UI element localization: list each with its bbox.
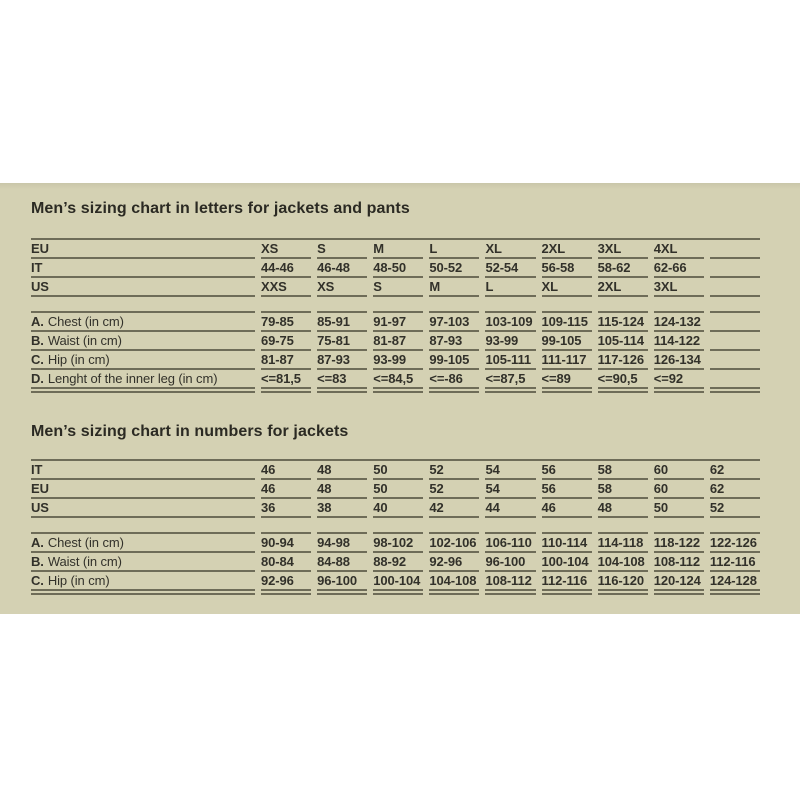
size-value-cell: 62 bbox=[710, 480, 760, 499]
size-value-cell: 3XL bbox=[654, 278, 704, 297]
table-section-gap bbox=[31, 518, 760, 532]
size-system-label-cell: IT bbox=[31, 259, 255, 278]
measurement-value-cell: 94-98 bbox=[317, 534, 367, 553]
size-value-cell: S bbox=[317, 240, 367, 259]
measurement-value-cell bbox=[710, 351, 760, 370]
measurement-value-cell: 81-87 bbox=[261, 351, 311, 370]
size-value-cell bbox=[710, 259, 760, 278]
letters-sizing-section bbox=[31, 183, 760, 393]
size-value-cell: 52 bbox=[429, 461, 479, 480]
size-value-cell: 60 bbox=[654, 461, 704, 480]
numbers-sizing-section bbox=[31, 393, 760, 595]
measurement-value-cell: 90-94 bbox=[261, 534, 311, 553]
size-value-cell: M bbox=[373, 240, 423, 259]
measurement-value-cell: 93-99 bbox=[485, 332, 535, 351]
numbers-sizing-title: Men’s sizing chart in numbers for jackets bbox=[31, 423, 349, 440]
measurement-value-cell: <=89 bbox=[542, 370, 592, 389]
size-value-cell: XS bbox=[261, 240, 311, 259]
measurement-value-cell: 96-100 bbox=[317, 572, 367, 591]
size-value-cell: 46-48 bbox=[317, 259, 367, 278]
table-bottom-rule bbox=[598, 389, 648, 393]
measurement-value-cell: 91-97 bbox=[373, 313, 423, 332]
table-bottom-rule bbox=[542, 591, 592, 595]
measurement-prefix: B. bbox=[31, 554, 44, 569]
size-value-cell: 4XL bbox=[654, 240, 704, 259]
measurement-label-cell bbox=[31, 351, 255, 370]
measurement-value-cell: 79-85 bbox=[261, 313, 311, 332]
measurement-label-cell bbox=[31, 553, 255, 572]
measurement-value-cell: 124-128 bbox=[710, 572, 760, 591]
measurement-prefix: D. bbox=[31, 371, 44, 386]
measurement-label-cell bbox=[31, 313, 255, 332]
measurement-value-cell: 100-104 bbox=[542, 553, 592, 572]
measurement-value-cell: 92-96 bbox=[429, 553, 479, 572]
size-value-cell: 56 bbox=[542, 461, 592, 480]
measurement-value-cell: 87-93 bbox=[317, 351, 367, 370]
table-bottom-rule bbox=[485, 591, 535, 595]
size-value-cell: XXS bbox=[261, 278, 311, 297]
measurement-value-cell: 93-99 bbox=[373, 351, 423, 370]
size-value-cell: 50 bbox=[654, 499, 704, 518]
measurement-value-cell: 109-115 bbox=[542, 313, 592, 332]
size-value-cell: S bbox=[373, 278, 423, 297]
measurement-value-cell: 112-116 bbox=[542, 572, 592, 591]
measurement-value-cell: 102-106 bbox=[429, 534, 479, 553]
table-bottom-rule bbox=[542, 389, 592, 393]
size-value-cell: 62 bbox=[710, 461, 760, 480]
size-value-cell: 58 bbox=[598, 480, 648, 499]
table-bottom-rule bbox=[261, 591, 311, 595]
measurement-value-cell bbox=[710, 332, 760, 351]
measurement-prefix: B. bbox=[31, 333, 44, 348]
size-value-cell: 52-54 bbox=[485, 259, 535, 278]
measurement-value-cell: <=87,5 bbox=[485, 370, 535, 389]
measurement-value-cell: 115-124 bbox=[598, 313, 648, 332]
measurement-value-cell: 104-108 bbox=[429, 572, 479, 591]
table-bottom-rule bbox=[485, 389, 535, 393]
size-system-label-cell: EU bbox=[31, 240, 255, 259]
size-value-cell: XS bbox=[317, 278, 367, 297]
measurement-value-cell: <=84,5 bbox=[373, 370, 423, 389]
size-value-cell: 38 bbox=[317, 499, 367, 518]
measurement-label: Chest (in cm) bbox=[47, 535, 124, 550]
measurement-value-cell: 116-120 bbox=[598, 572, 648, 591]
table-bottom-rule bbox=[261, 389, 311, 393]
measurement-value-cell: 112-116 bbox=[710, 553, 760, 572]
measurement-value-cell: 124-132 bbox=[654, 313, 704, 332]
measurement-value-cell: 105-114 bbox=[598, 332, 648, 351]
size-value-cell: 62-66 bbox=[654, 259, 704, 278]
measurement-label: Hip (in cm) bbox=[47, 352, 110, 367]
measurement-value-cell: 117-126 bbox=[598, 351, 648, 370]
size-value-cell: 50-52 bbox=[429, 259, 479, 278]
table-bottom-rule bbox=[654, 591, 704, 595]
size-value-cell: 60 bbox=[654, 480, 704, 499]
measurement-value-cell: 126-134 bbox=[654, 351, 704, 370]
measurement-value-cell: 100-104 bbox=[373, 572, 423, 591]
size-value-cell: 44 bbox=[485, 499, 535, 518]
table-bottom-rule bbox=[710, 591, 760, 595]
size-value-cell: 3XL bbox=[598, 240, 648, 259]
measurement-label: Chest (in cm) bbox=[47, 314, 124, 329]
size-value-cell: 46 bbox=[261, 461, 311, 480]
measurement-value-cell: 108-112 bbox=[485, 572, 535, 591]
measurement-value-cell bbox=[710, 370, 760, 389]
measurement-value-cell: 106-110 bbox=[485, 534, 535, 553]
measurement-label-cell bbox=[31, 534, 255, 553]
size-value-cell: 54 bbox=[485, 461, 535, 480]
size-value-cell: XL bbox=[542, 278, 592, 297]
size-value-cell: 52 bbox=[429, 480, 479, 499]
measurement-label-cell bbox=[31, 332, 255, 351]
size-value-cell: 44-46 bbox=[261, 259, 311, 278]
measurement-value-cell: 75-81 bbox=[317, 332, 367, 351]
measurement-label: Waist (in cm) bbox=[47, 333, 122, 348]
measurement-value-cell: <=83 bbox=[317, 370, 367, 389]
size-value-cell: 56 bbox=[542, 480, 592, 499]
measurement-value-cell: <=-86 bbox=[429, 370, 479, 389]
size-value-cell: 54 bbox=[485, 480, 535, 499]
table-bottom-rule bbox=[373, 591, 423, 595]
measurement-value-cell: 98-102 bbox=[373, 534, 423, 553]
size-value-cell: 46 bbox=[542, 499, 592, 518]
measurement-prefix: C. bbox=[31, 573, 44, 588]
letters-sizing-table bbox=[31, 238, 760, 393]
measurement-value-cell: 114-118 bbox=[598, 534, 648, 553]
table-bottom-rule bbox=[31, 591, 255, 595]
size-value-cell: 58-62 bbox=[598, 259, 648, 278]
size-value-cell: L bbox=[485, 278, 535, 297]
numbers-sizing-table bbox=[31, 459, 760, 595]
size-value-cell: 36 bbox=[261, 499, 311, 518]
table-bottom-rule bbox=[317, 591, 367, 595]
measurement-value-cell: 85-91 bbox=[317, 313, 367, 332]
measurement-value-cell: 87-93 bbox=[429, 332, 479, 351]
table-bottom-rule bbox=[317, 389, 367, 393]
size-value-cell: 48 bbox=[317, 480, 367, 499]
measurement-value-cell: 92-96 bbox=[261, 572, 311, 591]
size-system-label-cell: IT bbox=[31, 461, 255, 480]
measurement-value-cell: 108-112 bbox=[654, 553, 704, 572]
measurement-value-cell: 99-105 bbox=[429, 351, 479, 370]
measurement-value-cell: <=81,5 bbox=[261, 370, 311, 389]
measurement-value-cell: 114-122 bbox=[654, 332, 704, 351]
measurement-label-cell bbox=[31, 572, 255, 591]
measurement-prefix: A. bbox=[31, 314, 44, 329]
size-value-cell: 50 bbox=[373, 480, 423, 499]
measurement-value-cell: 96-100 bbox=[485, 553, 535, 572]
size-system-label-cell: EU bbox=[31, 480, 255, 499]
measurement-value-cell: 81-87 bbox=[373, 332, 423, 351]
letters-sizing-title: Men’s sizing chart in letters for jackets and pants bbox=[31, 200, 410, 217]
table-bottom-rule bbox=[598, 591, 648, 595]
table-bottom-rule bbox=[654, 389, 704, 393]
measurement-value-cell: 110-114 bbox=[542, 534, 592, 553]
size-value-cell: 48 bbox=[317, 461, 367, 480]
size-value-cell bbox=[710, 240, 760, 259]
table-bottom-rule bbox=[710, 389, 760, 393]
size-value-cell: 2XL bbox=[542, 240, 592, 259]
size-value-cell: L bbox=[429, 240, 479, 259]
measurement-value-cell: 80-84 bbox=[261, 553, 311, 572]
table-bottom-rule bbox=[429, 591, 479, 595]
table-section-gap bbox=[31, 297, 760, 311]
table-bottom-rule bbox=[31, 389, 255, 393]
size-value-cell: M bbox=[429, 278, 479, 297]
size-value-cell bbox=[710, 278, 760, 297]
measurement-label: Waist (in cm) bbox=[47, 554, 122, 569]
measurement-value-cell: <=90,5 bbox=[598, 370, 648, 389]
sizing-chart-content bbox=[31, 183, 760, 595]
size-value-cell: XL bbox=[485, 240, 535, 259]
measurement-value-cell: 111-117 bbox=[542, 351, 592, 370]
measurement-value-cell: 120-124 bbox=[654, 572, 704, 591]
measurement-label: Lenght of the inner leg (in cm) bbox=[47, 371, 218, 386]
measurement-value-cell: 122-126 bbox=[710, 534, 760, 553]
measurement-value-cell: 69-75 bbox=[261, 332, 311, 351]
size-system-label-cell: US bbox=[31, 278, 255, 297]
sizing-chart-panel bbox=[0, 183, 800, 614]
size-value-cell: 46 bbox=[261, 480, 311, 499]
measurement-value-cell: 99-105 bbox=[542, 332, 592, 351]
size-value-cell: 58 bbox=[598, 461, 648, 480]
measurement-prefix: C. bbox=[31, 352, 44, 367]
measurement-label: Hip (in cm) bbox=[47, 573, 110, 588]
measurement-value-cell bbox=[710, 313, 760, 332]
measurement-label-cell bbox=[31, 370, 255, 389]
measurement-value-cell: 104-108 bbox=[598, 553, 648, 572]
measurement-value-cell: 88-92 bbox=[373, 553, 423, 572]
size-value-cell: 56-58 bbox=[542, 259, 592, 278]
measurement-value-cell: 97-103 bbox=[429, 313, 479, 332]
measurement-value-cell: <=92 bbox=[654, 370, 704, 389]
size-value-cell: 52 bbox=[710, 499, 760, 518]
size-value-cell: 40 bbox=[373, 499, 423, 518]
measurement-value-cell: 84-88 bbox=[317, 553, 367, 572]
measurement-value-cell: 118-122 bbox=[654, 534, 704, 553]
size-value-cell: 48-50 bbox=[373, 259, 423, 278]
size-value-cell: 48 bbox=[598, 499, 648, 518]
size-value-cell: 50 bbox=[373, 461, 423, 480]
size-value-cell: 42 bbox=[429, 499, 479, 518]
measurement-value-cell: 105-111 bbox=[485, 351, 535, 370]
measurement-prefix: A. bbox=[31, 535, 44, 550]
measurement-value-cell: 103-109 bbox=[485, 313, 535, 332]
table-bottom-rule bbox=[373, 389, 423, 393]
size-system-label-cell: US bbox=[31, 499, 255, 518]
table-bottom-rule bbox=[429, 389, 479, 393]
size-value-cell: 2XL bbox=[598, 278, 648, 297]
